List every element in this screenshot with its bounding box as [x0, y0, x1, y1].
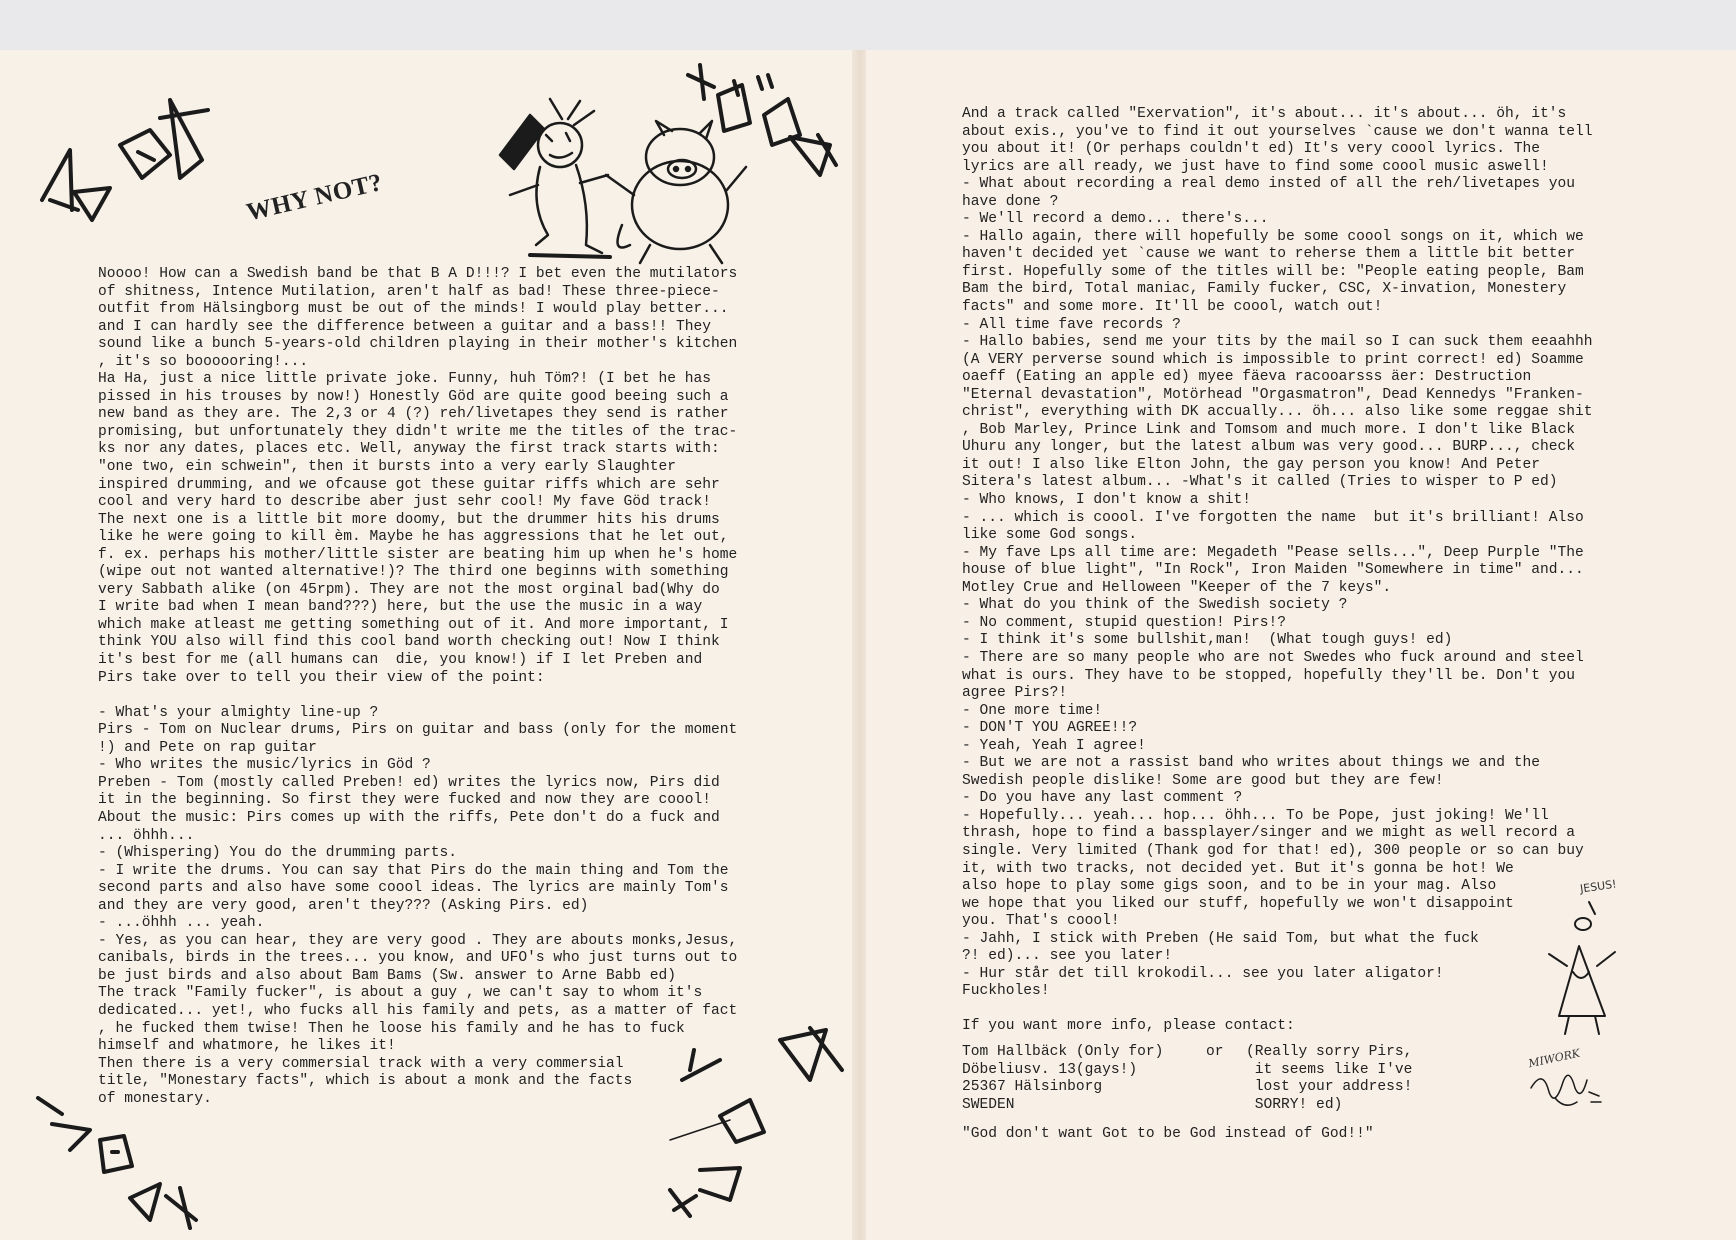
left-page-body: Noooo! How can a Swedish band be that B A D!!!? I bet even the mutilators of shitness, Intence Mutilation, aren't half as bad! These three-piece- outfit from Hälsingborg must be out of the minds! I would play better... and I can hardly see the difference between a guitar and a bass!! They sound like a bunch 5-years-old children playing in their mother's kitchen , it's so boooooring!... Ha Ha, just a nice little private joke. Funny, huh Töm?! (I bet he has pissed in his trouses by now!) Honestly Göd are quite good beeing such a new band as they are. The 2,3 or 4 (?) reh/livetapes they send is rather promising, but unfortunately they didn't write me the titles of the trac- ks nor any dates, places etc. Well, anyway the first track starts with: "one two, ein schwein", then it bursts into a very early Slaughter inspired drumming, and we ofcause got these guitar riffs which are sehr cool and very hard to describe aber just sehr cool! My fave Göd track! The next one is a little bit more doomy, but the drummer hits his drums like he were going to kill èm. Maybe he has aggressions that he let out, f. ex. perhaps his mother/little sister are beating him up when he's home (wipe out not wanted alternative!)? The third one beginns with something very Sabbath alike (on 45rpm). They are not the most orginal bad(Why do I write bad when I mean band???) here, but the use the music in a way which make atleast me getting something out of it. And more important, I think YOU also will find this cool band worth checking out! Now I think it's best for me (all humans can die, you know!) if I let Preben and Pirs take over to tell you their view of the point: - What's your almighty line-up ? Pirs - Tom on Nuclear drums, Pirs on guitar and bass (only for the moment !) and Pete on rap guitar - Who writes the music/lyrics in Göd ? Preben - Tom (mostly called Preben! ed) writes the lyrics now, Pirs did it in the beginning. So first they were fucked and now they are coool! About the music: Pirs comes up with the riffs, Pete don't do a fuck and ... öhhh... - (Whispering) You do the drumming parts. - I write the drums. You can say that Pirs do the main thing and Tom the second parts and also have some coool ideas. The lyrics are mainly Tom's and they are very good, aren't they??? (Asking Pirs. ed) - ...öhhh ... yeah. - Yes, as you can hear, they are very good . They are abouts monks,Jesus, canibals, birds in the trees... you know, and UFO's who just turns out to be just birds and also about Bam Bams (Sw. answer to Arne Babb ed) The track "Family fucker", is about a guy , we can't say to whom it's dedicated... yet!, who fucks all his family and pets, as a matter of fact , he fucked them twise! Then he loose his family and he has to fuck himself and whatmore, he likes it! Then there is a very commersial track with a very commersial title, "Monestary facts", which is about a monk and the facts of monestary. [98, 266, 738, 1107]
cartoon-illustration [490, 95, 750, 270]
band-logo-top-left [30, 60, 220, 250]
stick-figure-doodle [1545, 900, 1625, 1040]
contact-or: or [1206, 1044, 1224, 1060]
article-title: WHY NOT? [244, 168, 386, 227]
zine-spread [0, 50, 1736, 1240]
contact-note: (Really sorry Pirs, it seems like I've lost your address! SORRY! ed) [1246, 1044, 1413, 1113]
signature: MIWORK [1527, 1046, 1582, 1071]
right-page-body: And a track called "Exervation", it's about... it's about... öh, it's about exis., you've to find it out yourselves `cause we don't wanna tell you about it! (Or perhaps couldn't ed) It's very coool lyrics. The lyrics are all ready, we just have to find some coool music aswell! - What about recording a real demo insted of all the reh/livetapes you have done ? - We'll record a demo... there's... - Hallo again, there will hopefully be some coool songs on it, which we haven't decided yet `cause we want to reherse them a little bit better first. Hopefully some of the titles will be: "People eating people, Bam Bam the bird, Total maniac, Family fucker, CSC, X-invation, Monestery facts" and some more. It'll be coool, watch out! - All time fave records ? - Hallo babies, send me your tits by the mail so I can suck them eeaahhh (A VERY perverse sound which is impossible to print correct! ed) Soamme oaeff (Eating an apple ed) myee fäeva racooarsss äer: Destruction "Eternal devastation", Motörhead "Orgasmatron", Dead Kennedys "Franken- christ", everything with DK accually... öh... also like some reggae shit , Bob Marley, Prince Link and Tomsom and much more. I don't like Black Uhuru any longer, but the latest album was very good... BURP..., check it out! I also like Elton John, the gay person you know! And Peter Sitera's latest album... -What's it called (Tries to wisper to P ed) - Who knows, I don't know a shit! - ... which is coool. I've forgotten the name but it's brilliant! Also like some God songs. - My fave Lps all time are: Megadeth "Pease sells...", Deep Purple "The house of blue light", "In Rock", Iron Maiden "Somewhere in time" and... Motley Crue and Helloween "Keeper of the 7 keys". - What do you think of the Swedish society ? - No comment, stupid question! Pirs!? - I think it's some bullshit,man! (What tough guys! ed) - There are so many people who are not Swedes who fuck around and steel what is ours. They have to be stopped, hopefully they'll be. Don't you agree Pirs?! - One more time! - DON'T YOU AGREE!!? - Yeah, Yeah I agree! - But we are not a rassist band who writes about things we and the Swedish people dislike! Some are good but they are few! - Do you have any last comment ? - Hopefully... yeah... hop... öhh... To be Pope, just joking! We'll thrash, hope to find a bassplayer/singer and we might as well record a single. Very limited (Thank god for that! ed), 300 people or so can buy it, with two tracks, not decided yet. But it's gonna be hot! We also hope to play some gigs soon, and to be in your mag. Also we hope that you liked our stuff, hopefully we won't disappoint you. That's coool! - Jahh, I stick with Preben (He said Tom, but what the fuck ?! ed)... see you later! - Hur står det till krokodil... see you later aligator! Fuckholes! [962, 106, 1593, 1000]
contact-intro: If you want more info, please contact: [962, 1018, 1295, 1034]
closing-quote: "God don't want Got to be God instead of God!!" [962, 1126, 1374, 1142]
band-logo-bottom-left [30, 1080, 200, 1230]
doodle-caption: JESUS! [1579, 877, 1618, 896]
right-page [866, 50, 1736, 1240]
contact-address: Tom Hallbäck (Only for) Döbeliusv. 13(gays!) 25367 Hälsinborg SWEDEN [962, 1044, 1164, 1113]
band-logo-bottom-center [660, 1020, 850, 1220]
